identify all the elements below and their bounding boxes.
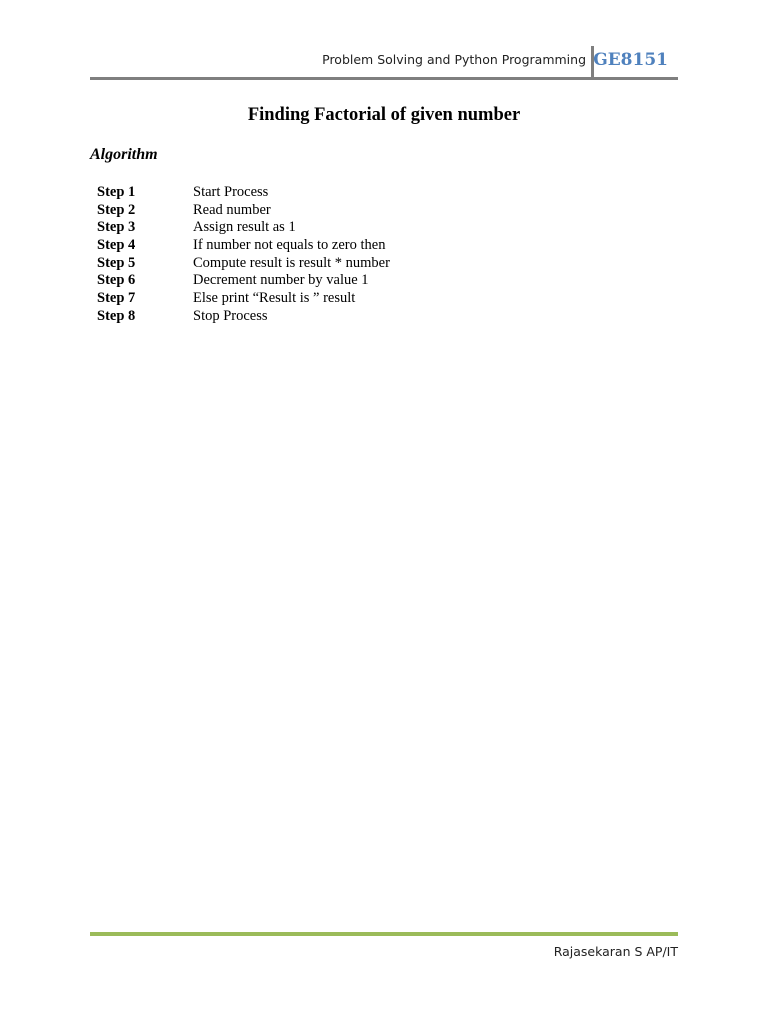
step-label: Step 5 [97, 254, 136, 271]
footer-rule [90, 932, 678, 936]
step-row [97, 290, 390, 308]
header-rule [90, 77, 678, 80]
document-title: Finding Factorial of given number [247, 105, 521, 125]
step-label: Step 8 [97, 307, 136, 324]
step-text: Assign result as 1 [193, 219, 296, 236]
footer-author: Rajasekaran S AP/IT [553, 944, 678, 959]
step-label: Step 7 [97, 290, 136, 307]
step-text: Read number [193, 201, 271, 218]
step-row [97, 202, 390, 220]
step-text: Compute result is result * number [193, 254, 390, 271]
step-label: Step 4 [97, 237, 136, 254]
step-text: Decrement number by value 1 [193, 272, 369, 289]
step-text: Start Process [193, 184, 269, 200]
page-header [90, 44, 678, 78]
step-text: If number not equals to zero then [193, 237, 386, 254]
step-row [97, 255, 390, 273]
course-title: Problem Solving and Python Programming [322, 52, 586, 67]
step-label: Step 3 [97, 219, 136, 236]
step-label: Step 6 [97, 272, 136, 289]
step-row [97, 272, 390, 290]
course-code: GE8151 [593, 50, 668, 70]
algorithm-steps [97, 184, 390, 326]
step-row [97, 184, 390, 202]
step-text: Stop Process [193, 307, 268, 324]
step-text: Else print “Result is ” result [193, 290, 356, 307]
section-heading-algorithm: Algorithm [90, 146, 158, 163]
step-row [97, 237, 390, 255]
step-row [97, 308, 390, 326]
step-label: Step 1 [97, 184, 136, 200]
step-label: Step 2 [97, 201, 136, 218]
step-row [97, 219, 390, 237]
